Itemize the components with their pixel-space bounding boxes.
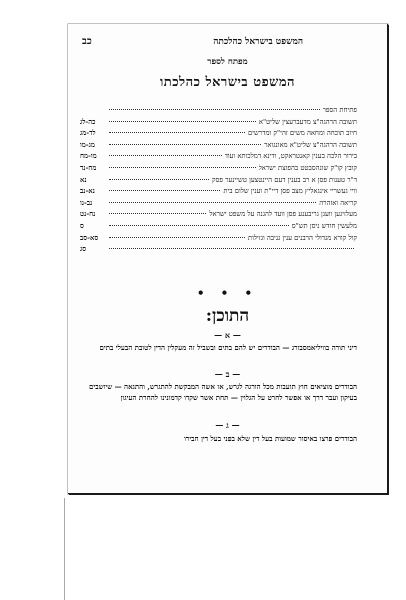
- toc-entry-page: ס: [80, 221, 84, 230]
- section-text-a: דיני תורה בוויליאמסבורג — הבודרים יש להם בתים ובשביל זה מעקלין הדין לטובת הבעלי בתים: [99, 343, 357, 352]
- contents-title: התוכן:: [205, 306, 250, 326]
- toc-entry-title: קול קורא מגדולי הרבנים ענין גניבה וגזילות: [247, 233, 357, 242]
- page-header: [82, 36, 373, 50]
- toc-leader-dots: [109, 179, 209, 180]
- toc-leader-dots: [109, 144, 261, 145]
- toc-entry-title: קריאה ואזהרה: [319, 198, 357, 207]
- toc-entry: [80, 187, 357, 199]
- section-marker-a: — א —: [214, 330, 241, 340]
- toc-entry: [80, 210, 357, 222]
- toc-entry-page: לד-מג: [80, 129, 96, 138]
- toc-entry-title: קובץ קו"ק שונהסבטט בהפוצת ישראל: [258, 163, 357, 172]
- toc-entry-title: מעלזיגען וועגן גריבענע פסן וועד להגנה על משפט ישראל: [209, 210, 357, 219]
- toc-entry: [80, 222, 357, 234]
- toc-entry: [80, 245, 357, 257]
- toc-entry-title: וויי געשריי אינגאליץ מצב פסן דיי"ת וענין שלום בית: [223, 187, 357, 196]
- toc-leader-dots: [109, 167, 256, 168]
- toc-entry-title: פתיחת הספר: [322, 106, 357, 114]
- toc-entry-title: חיוב תוכחה ומחאה משים זהי"ק ומדרשים: [248, 129, 357, 138]
- toc-entry-title: מלעשין חודש ניסן תש"ס: [291, 221, 357, 230]
- toc-entry-page: סג: [80, 245, 87, 254]
- toc-leader-dots: [109, 132, 245, 133]
- toc-entry: [80, 106, 357, 118]
- toc-leader-dots: [109, 155, 222, 156]
- toc-entry: [80, 129, 357, 141]
- toc-leader-dots: [109, 225, 289, 226]
- document-page: [68, 24, 388, 494]
- toc-leader-dots: [109, 237, 245, 238]
- toc-entry-title: תשובה הרהגה"צ שליט"א מאונגואר: [264, 140, 357, 149]
- toc-entry-title: בירור הלכה בענין קאנטראקט, ודינא דמלכותא ועוד: [224, 152, 357, 161]
- main-title: המשפט בישראל כהלכתו: [159, 75, 296, 90]
- toc-entry: [80, 141, 357, 153]
- toc-entry-title: ד"ר טענות פסן א רב בענין דעם היינטצען טשיינער פסק: [211, 175, 357, 184]
- toc-entry-page: מח-נד: [80, 163, 97, 172]
- toc-leader-dots: [109, 248, 354, 249]
- toc-entry: [80, 152, 357, 164]
- toc-entry-page: סא-סב: [80, 233, 99, 242]
- toc-entry-page: נא-נב: [80, 187, 95, 196]
- running-head: המשפט בישראל כהלכתה: [213, 37, 303, 47]
- index-label: מפתח לספר: [207, 57, 248, 67]
- toc-list: [80, 106, 357, 257]
- toc-entry: [80, 164, 357, 176]
- toc-entry: [80, 234, 357, 246]
- toc-entry: [80, 176, 357, 188]
- toc-entry-title: תשובה הרהגה"צ מדעברעצין שליט"א: [258, 117, 357, 126]
- toc-leader-dots: [109, 121, 256, 122]
- toc-entry-page: נא: [80, 175, 87, 184]
- left-margin-rule: [64, 498, 65, 600]
- toc-entry-page: נח-נט: [80, 210, 96, 219]
- toc-leader-dots: [109, 202, 316, 203]
- toc-entry-page: מו-מח: [80, 152, 97, 161]
- toc-entry-page: כה-לג: [80, 117, 96, 126]
- section-text-b: הבודרים מוציאים חוץ תועבות מכל הורגה לגרש, או אשה המבקשת להתגרש, והתגאה — שיושבים בעיקון ועבר דרך או אפשר לחרט על הגלוין — תחת אשר שקדו קדמונינו להחרת העיגון: [89, 382, 357, 402]
- section-text-c: הבודרים פרצו באיסור שמועות בעל דין שלא בפני בעל דין חבירו: [184, 434, 357, 443]
- toc-entry: [80, 199, 357, 211]
- section-marker-b: — ב —: [214, 369, 241, 379]
- section-marker-c: — ג —: [215, 420, 240, 430]
- toc-leader-dots: [109, 109, 320, 110]
- toc-leader-dots: [109, 213, 206, 214]
- toc-entry-page: נב-נו: [80, 198, 93, 207]
- toc-entry-page: מג-מו: [80, 140, 95, 149]
- page-number: כב: [82, 36, 92, 47]
- toc-leader-dots: [109, 190, 220, 191]
- toc-entry: [80, 118, 357, 130]
- section-separator: • • •: [196, 286, 259, 300]
